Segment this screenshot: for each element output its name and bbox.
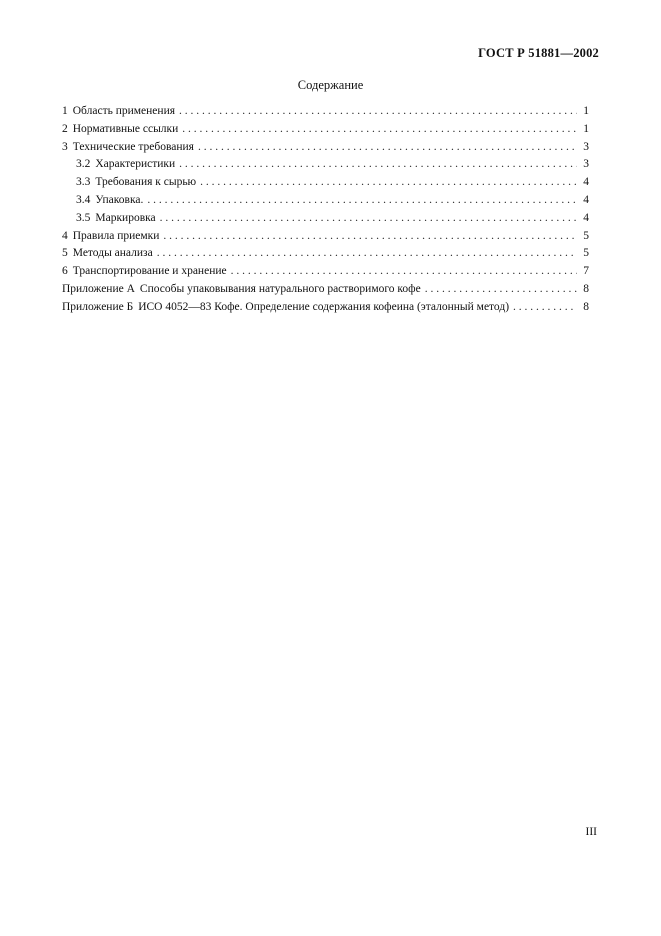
toc-entry-page: 3: [583, 158, 589, 171]
toc-entry[interactable]: [62, 245, 589, 263]
toc-entry-number: 3.2: [76, 158, 91, 171]
toc-entry-page: 8: [583, 300, 589, 313]
toc-entry-title: Транспортирование и хранение: [72, 265, 227, 278]
table-of-contents: [62, 103, 589, 317]
page-number: III: [585, 826, 597, 838]
toc-leader-dots: [179, 156, 577, 174]
toc-entry-number: Приложение А: [62, 282, 135, 295]
toc-entry-title: Характеристики: [95, 158, 176, 171]
toc-leader-dots: [182, 121, 577, 139]
toc-entry-number: 3.4: [76, 193, 91, 206]
toc-entry-title: Область применения: [72, 105, 176, 117]
toc-title: Содержание: [297, 78, 364, 92]
toc-leader-dots: [425, 281, 577, 299]
toc-entry[interactable]: [62, 103, 589, 121]
document-code: ГОСТ Р 51881—2002: [478, 46, 599, 60]
toc-entry[interactable]: [62, 281, 589, 299]
toc-entry-title: Требования к сырью: [95, 176, 197, 189]
toc-entry-number: 6: [62, 265, 68, 278]
toc-entry-page: 5: [583, 229, 589, 242]
toc-entry-page: 7: [583, 265, 589, 278]
toc-entry-number: 3.5: [76, 211, 91, 224]
toc-entry[interactable]: [62, 263, 589, 281]
toc-entry-number: 5: [62, 247, 68, 260]
toc-entry-number: 1: [62, 105, 68, 117]
toc-leader-dots: [163, 228, 577, 246]
toc-entry-number: 3.3: [76, 176, 91, 189]
toc-entry-page: 1: [583, 122, 589, 135]
toc-entry-title: Методы анализа: [72, 247, 153, 260]
toc-entry[interactable]: [62, 174, 589, 192]
toc-entry[interactable]: [62, 139, 589, 157]
toc-leader-dots: [179, 103, 577, 121]
toc-entry-title: ИСО 4052—83 Кофе. Определение содержания кофеина (эталонный метод): [138, 300, 510, 313]
toc-entry-number: 4: [62, 229, 68, 242]
toc-entry-title: Правила приемки: [72, 229, 160, 242]
toc-leader-dots: [231, 263, 577, 281]
toc-entry-number: 2: [62, 122, 68, 135]
toc-entry-title: Способы упаковывания натурального растворимого кофе: [139, 282, 421, 295]
toc-leader-dots: [513, 299, 577, 317]
toc-entry-title: Технические требования: [72, 140, 194, 153]
toc-entry[interactable]: [62, 121, 589, 139]
toc-entry-title: Упаковка.: [95, 193, 144, 206]
toc-entry[interactable]: [62, 228, 589, 246]
toc-leader-dots: [160, 210, 577, 228]
toc-entry-page: 4: [583, 193, 589, 206]
toc-entry-page: 1: [583, 105, 589, 117]
toc-entry[interactable]: [62, 210, 589, 228]
toc-entry-page: 4: [583, 176, 589, 189]
toc-entry-page: 3: [583, 140, 589, 153]
toc-entry-title: Нормативные ссылки: [72, 122, 179, 135]
toc-entry-number: Приложение Б: [62, 300, 134, 313]
toc-leader-dots: [157, 245, 577, 263]
toc-entry[interactable]: [62, 299, 589, 317]
toc-entry-title: Маркировка: [95, 211, 156, 224]
toc-leader-dots: [147, 192, 577, 210]
toc-entry[interactable]: [62, 192, 589, 210]
toc-entry-page: 4: [583, 211, 589, 224]
toc-leader-dots: [198, 139, 577, 157]
toc-entry-number: 3: [62, 140, 68, 153]
toc-leader-dots: [200, 174, 577, 192]
toc-entry-page: 5: [583, 247, 589, 260]
toc-entry-page: 8: [583, 282, 589, 295]
toc-entry[interactable]: [62, 156, 589, 174]
